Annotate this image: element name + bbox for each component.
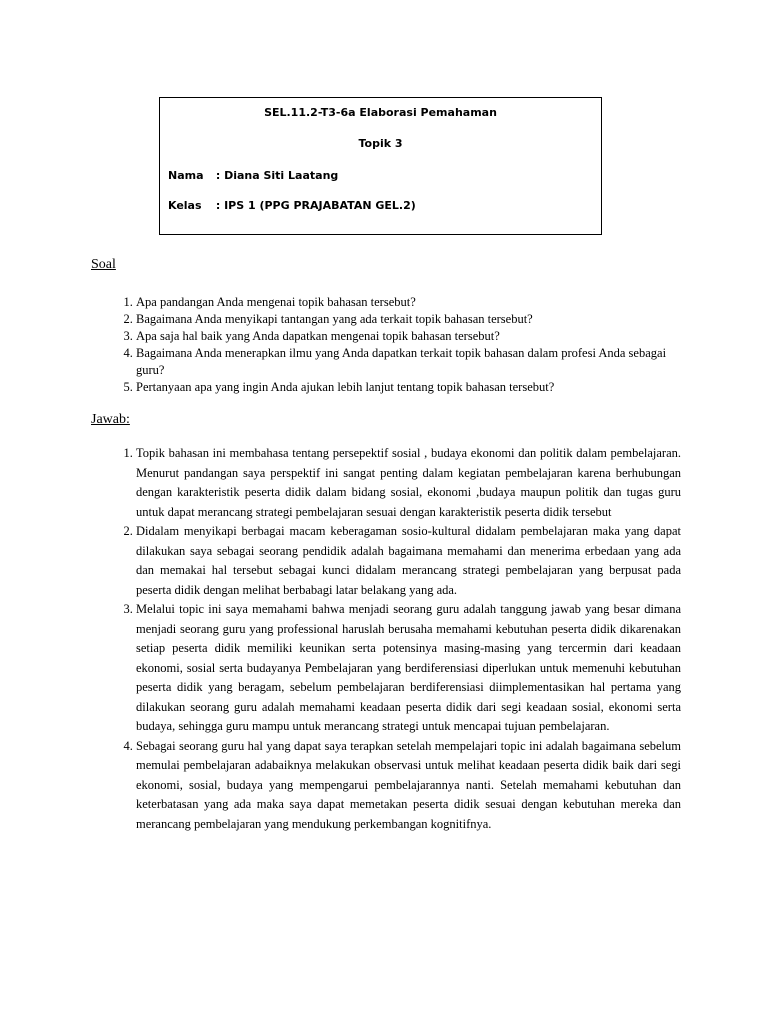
name-value: : Diana Siti Laatang: [215, 169, 339, 182]
class-label: Kelas: [168, 199, 202, 212]
answer-list: [91, 444, 681, 834]
question-item: 2. Bagaimana Anda menyikapi tantangan yang ada terkait topik bahasan tersebut?: [136, 311, 681, 328]
answer-item: 3. Melalui topic ini saya memahami bahwa menjadi seorang guru adalah tanggung jawab yang besar dimana menjadi seorang guru yang professional haruslah berusaha memahami kebutuhan peserta didik dikarenakan setiap peserta didik memiliki keunikan serta potensinya masing-masing yang tercermin dari keadaan ekonomi, sosial serta budayanya Pembelajaran yang berdiferensiasi diperlukan untuk memenuhi kebutuhan peserta didik yang beragam, sebelum pembelajaran berdiferensiasi diimplementasikan hal pertama yang dilakukan seorang guru adalah memahami keadaan peserta didik dari segi keadaan sosial, ekonomi serta budaya, sehingga guru mampu untuk merancang strategi untuk mencapai tujuan pembelajaran.: [136, 600, 681, 737]
question-item: 4. Bagaimana Anda menerapkan ilmu yang Anda dapatkan terkait topik bahasan dalam profesi Anda sebagai guru?: [136, 345, 681, 379]
question-item: 5. Pertanyaan apa yang ingin Anda ajukan lebih lanjut tentang topik bahasan tersebut?: [136, 379, 681, 396]
name-row: [168, 169, 338, 182]
class-value: : IPS 1 (PPG PRAJABATAN GEL.2): [215, 199, 416, 212]
jawab-heading: Jawab:: [91, 412, 130, 427]
soal-heading: Soal: [91, 257, 116, 272]
answer-item: 2. Didalam menyikapi berbagai macam keberagaman sosio-kultural didalam pembelajaran maka yang dapat dilakukan saya sebagai seorang pendidik adalah bagaimana memahami dan menerima erbedaan yang ada dan memakai hal tersebut sebagai kunci didalam merancang strategi pembelajaran yang berpusat pada peserta didik dengan melihat berbabagi latar belakang yang ada.: [136, 522, 681, 600]
question-item: 3. Apa saja hal baik yang Anda dapatkan mengenai topik bahasan tersebut?: [136, 328, 681, 345]
header-box: [159, 97, 602, 235]
class-row: [168, 199, 416, 212]
answer-item: 4. Sebagai seorang guru hal yang dapat saya terapkan setelah mempelajari topic ini adalah bagaimana sebelum memulai pembelajaran adabaiknya melakukan observasi untuk melihat keadaan peserta didik baik dari segi ekonomi, sosial, budaya yang mempengarui pembelajarannya nanti. Setelah memahami kebutuhan dan keterbatasan yang ada maka saya dapat memetakan peserta didik sesuai dengan kebutuhan mereka dan merancang pembelajaran yang mendukung perkembangan kognitifnya.: [136, 737, 681, 835]
topic-label: Topik 3: [358, 137, 403, 150]
answer-item: 1. Topik bahasan ini membahasa tentang persepektif sosial , budaya ekonomi dan politik dalam pembelajaran. Menurut pandangan saya perspektif ini sangat penting dalam kegiatan pembelajaran karena berhubungan dengan karakteristik peserta didik dalam bidang sosial, ekonomi ,budaya maupun politik dan tugas guru untuk dapat merancang strategi pembelajaran sesuai dengan karakteristik peserta didik tersebut: [136, 444, 681, 522]
question-list: [91, 294, 681, 396]
document-title: SEL.11.2-T3-6a Elaborasi Pemahaman: [264, 106, 497, 119]
question-item: 1. Apa pandangan Anda mengenai topik bahasan tersebut?: [136, 294, 681, 311]
name-label: Nama: [168, 169, 204, 182]
